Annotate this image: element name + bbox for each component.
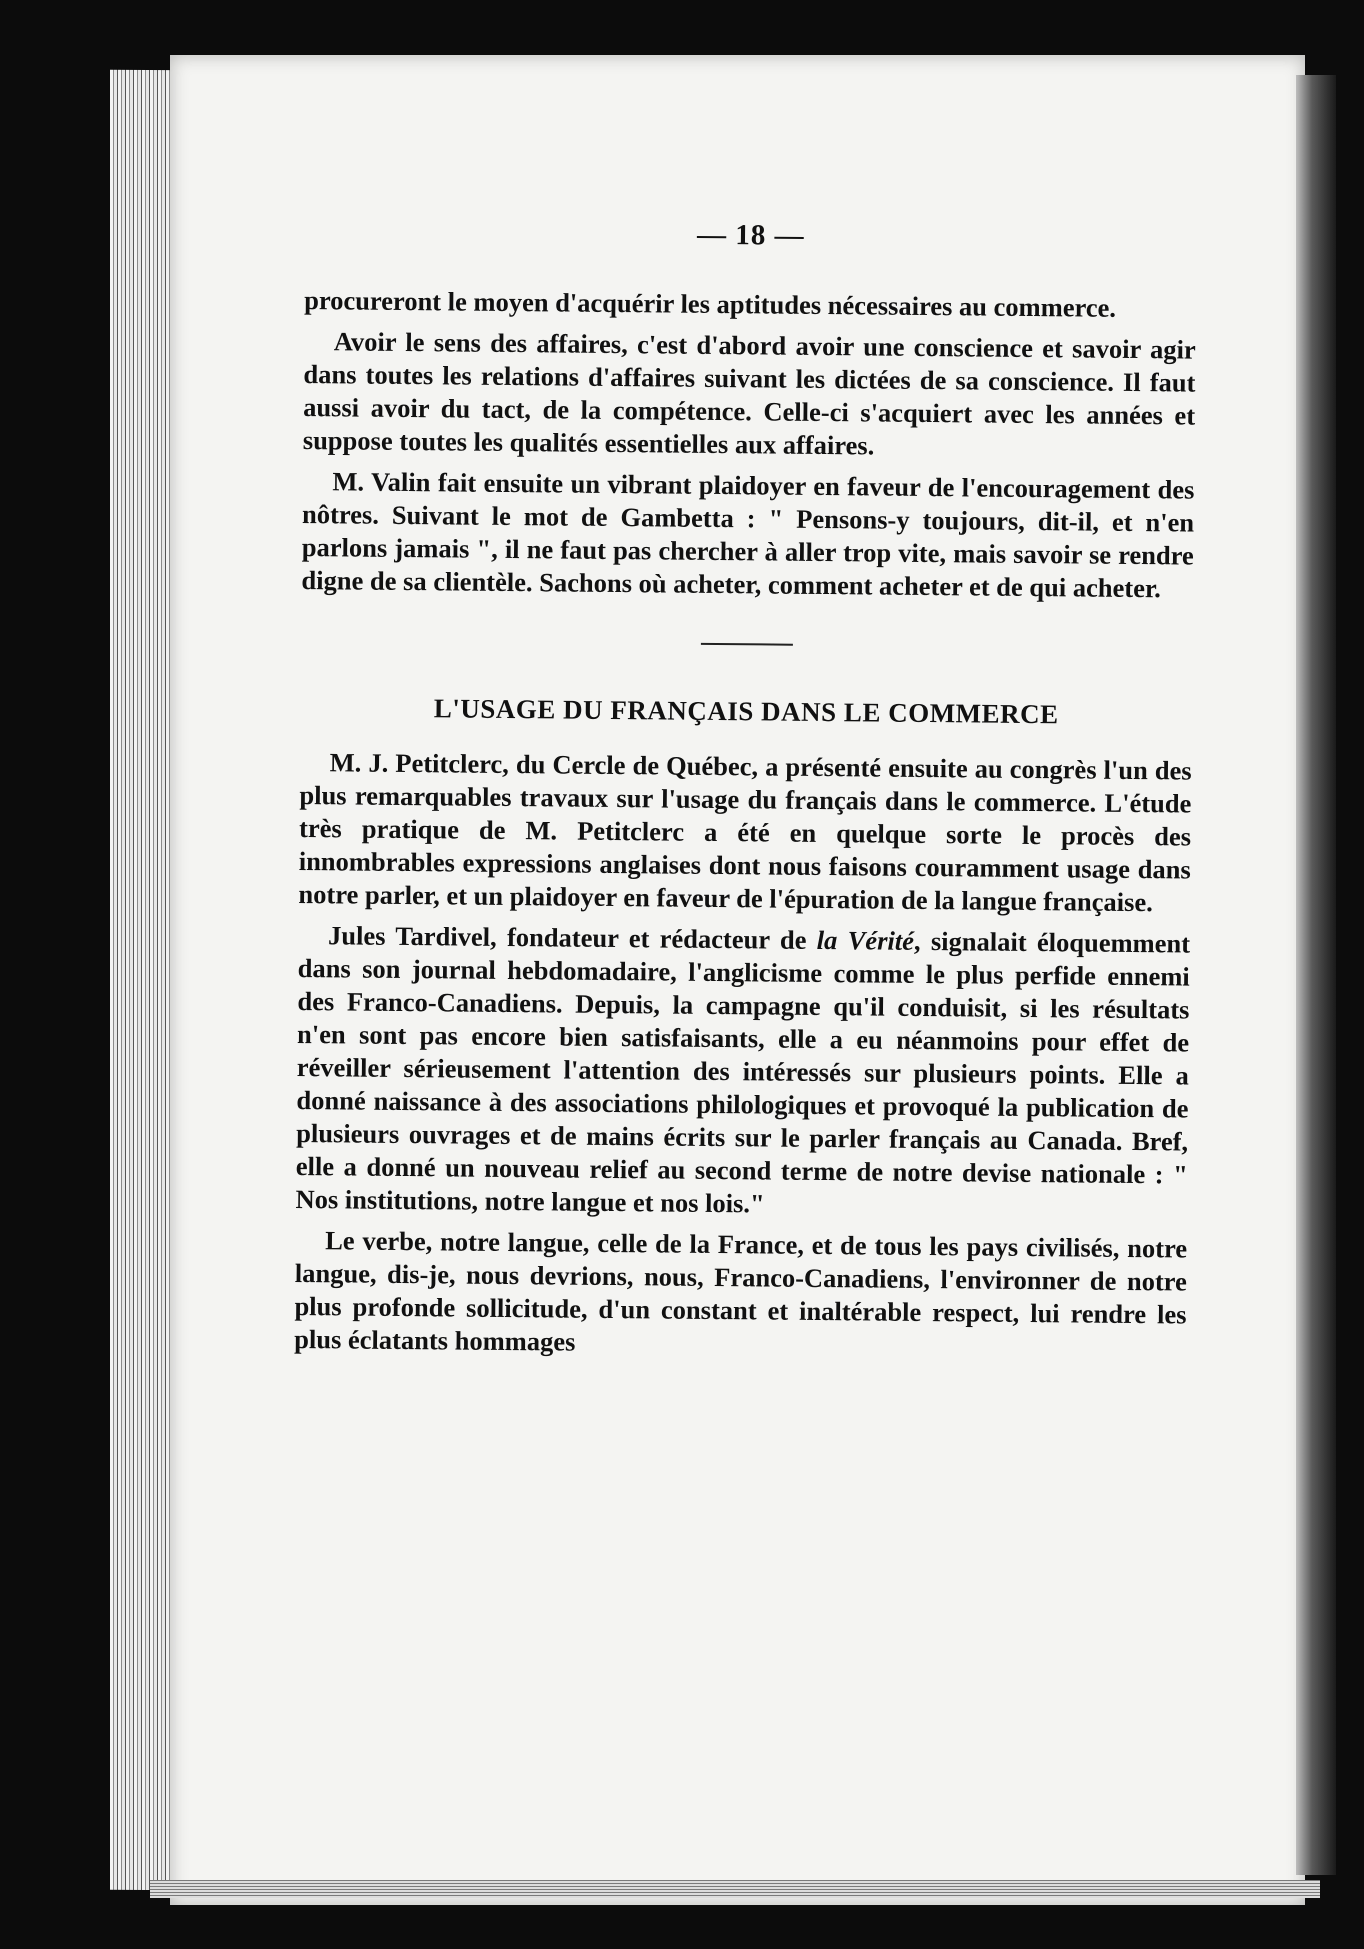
newspaper-title: la Vérité bbox=[816, 924, 915, 956]
paragraph-continuation: procureront le moyen d'acquérir les aptitudes nécessaires au commerce. bbox=[304, 284, 1117, 323]
section-divider bbox=[701, 643, 793, 646]
page-number: — 18 — bbox=[696, 218, 805, 252]
paragraph-tardivel bbox=[295, 919, 1190, 1225]
bottom-page-edges bbox=[150, 1880, 1320, 1898]
paragraph-valin-plea: M. Valin fait ensuite un vibrant plaidoyer en faveur de l'encouragement des nôtres. Suivant le mot de Gambetta : " Pensons-y toujours, dit-il, et n'en parlons jamais ", il ne faut pas chercher à aller trop vite, mais savoir se rendre digne de sa clientèle. Sachons où acheter, comment acheter et de qui acheter. bbox=[301, 466, 1195, 604]
tardivel-text-end: , signalait éloquemment dans son journal hebdomadaire, l'anglicisme comme le plus perfide ennemi des Franco-Canadiens. Depuis, la campagne qu'il conduisit, si les résultats n'en sont pas encore bien satisfaisants, elle a eu néanmoins pour effet de réveiller sérieusement l'attention des intéressés sur plusieurs points. Elle a donné naissance à des associations philologiques et provoqué la publication de plusieurs ouvrages et de mains écrits sur le parler français au Canada. Bref, elle a donné un nouveau relief au second terme de notre devise nationale : " Nos institutions, notre langue et nos lois." bbox=[295, 925, 1191, 1219]
paragraph-langue: Le verbe, notre langue, celle de la France, et de tous les pays civilisés, notre langue, dis-je, nous devrions, nous, Franco-Canadiens, l'environner de notre plus profonde sollicitude, d'un constant et inaltérable respect, lui rendre les plus éclatants hommages bbox=[294, 1225, 1188, 1357]
page-text-block bbox=[294, 215, 1197, 1373]
tardivel-text-start: Jules Tardivel, fondateur et rédacteur de bbox=[327, 920, 817, 955]
section-heading: L'USAGE DU FRANÇAIS DANS LE COMMERCE bbox=[433, 693, 1059, 730]
paragraph-petitclerc: M. J. Petitclerc, du Cercle de Québec, a présenté ensuite au congrès l'un des plus remarquables travaux sur l'usage du français dans le commerce. L'étude très pratique de M. Petitclerc a été en quelque sorte le procès des innombrables expressions anglaises dont nous faisons couramment usage dans notre parler, et un plaidoyer en faveur de l'épuration de la langue française. bbox=[298, 747, 1192, 918]
paragraph-business-sense: Avoir le sens des affaires, c'est d'abord avoir une conscience et savoir agir dans toutes les relations d'affaires suivant les dictées de sa conscience. Il faut aussi avoir du tact, de la compétence. Celle-ci s'acquiert avec les années et suppose toutes les qualités essentielles aux affaires. bbox=[302, 326, 1196, 461]
binding-shadow bbox=[1296, 75, 1336, 1875]
